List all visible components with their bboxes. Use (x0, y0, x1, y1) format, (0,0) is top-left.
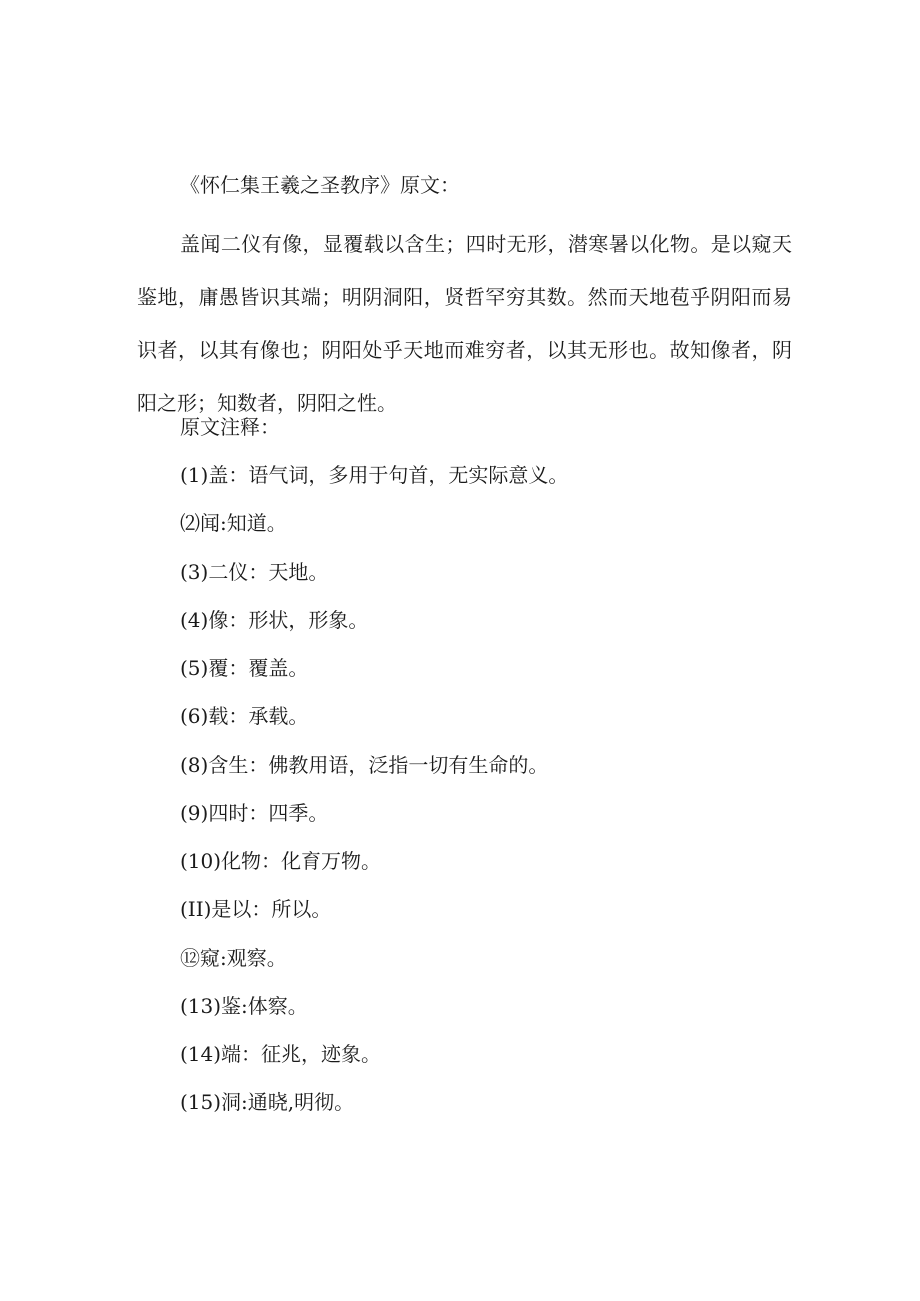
note-item: (II)是以：所以。 (180, 897, 332, 921)
note-item: (5)覆：覆盖。 (180, 656, 309, 680)
note-item: (3)二仪：天地。 (180, 560, 329, 584)
note-item: (13)鉴:体察。 (180, 994, 308, 1018)
document-title: 《怀仁集王羲之圣教序》原文： (180, 173, 460, 197)
note-item: (15)洞:通晓,明彻。 (180, 1090, 355, 1114)
note-item: ⑫窥:观察。 (180, 946, 287, 970)
notes-heading: 原文注释： (180, 415, 280, 439)
note-item: (4)像：形状，形象。 (180, 608, 369, 632)
note-item: (1)盖：语气词，多用于句首，无实际意义。 (180, 463, 569, 487)
note-item: (8)含生：佛教用语，泛指一切有生命的。 (180, 753, 549, 777)
original-text-paragraph: 盖闻二仪有像，显覆载以含生；四时无形，潜寒暑以化物。是以窥天鉴地，庸愚皆识其端；明阴洞阳，贤哲罕穷其数。然而天地苞乎阴阳而易识者，以其有像也；阴阳处乎天地而难穷者，以其无形也。故知像者，阴阳之形；知数者，阴阳之性。 (137, 232, 792, 415)
note-item: (6)载：承载。 (180, 704, 309, 728)
note-item: (10)化物：化育万物。 (180, 849, 382, 873)
note-item: (14)端：征兆，迹象。 (180, 1042, 382, 1066)
note-item: ⑵闻:知道。 (180, 511, 287, 535)
note-item: (9)四时：四季。 (180, 801, 329, 825)
